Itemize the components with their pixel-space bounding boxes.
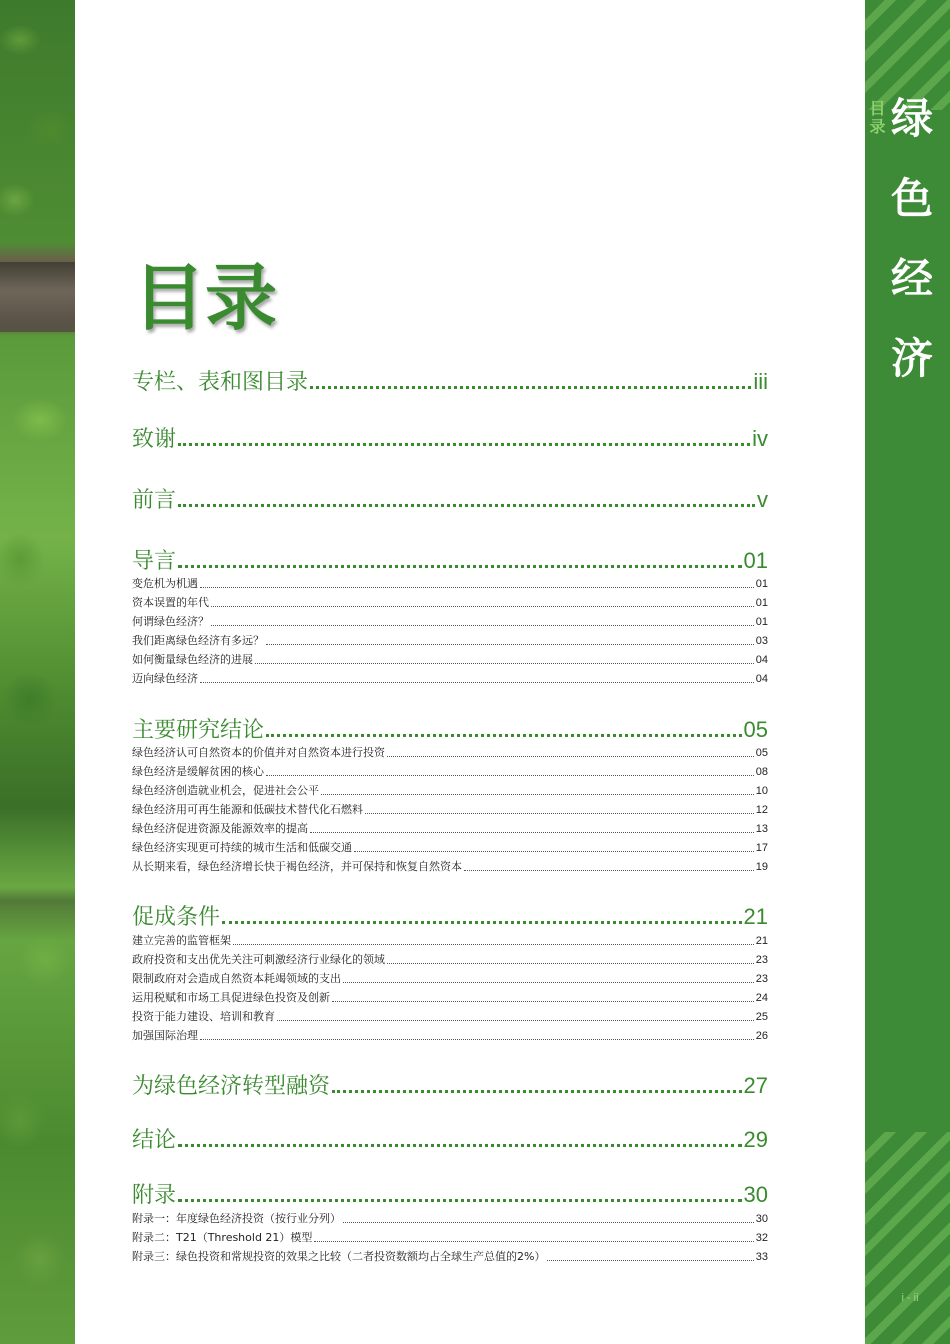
toc-label: 专栏、表和图目录	[132, 370, 309, 395]
toc-label: 绿色经济创造就业机会，促进社会公平	[132, 784, 319, 797]
toc-label: 变危机为机遇	[132, 577, 198, 590]
toc-page: 04	[755, 654, 768, 666]
toc-page: 13	[755, 823, 768, 835]
toc-page: 21	[755, 935, 768, 947]
toc-page: v	[757, 487, 768, 512]
toc-label: 主要研究结论	[132, 718, 265, 743]
toc-leader	[321, 792, 754, 795]
sidebar-stripes-top	[865, 0, 950, 110]
toc-leader	[266, 642, 754, 645]
toc-leader	[178, 439, 750, 446]
toc-label: 导言	[132, 549, 177, 574]
toc-subentry[interactable]	[132, 764, 768, 780]
toc-page: 19	[755, 861, 768, 873]
toc-label: 投资于能力建设、培训和教育	[132, 1010, 275, 1023]
toc-label: 附录一：年度绿色经济投资（按行业分列）	[132, 1212, 341, 1225]
toc-subentry[interactable]	[132, 1009, 768, 1025]
toc-entry-findings[interactable]	[132, 715, 768, 745]
toc-subentry[interactable]	[132, 952, 768, 968]
toc-page: 08	[755, 766, 768, 778]
toc-page: 21	[743, 904, 768, 929]
toc-label: 如何衡量绿色经济的进展	[132, 653, 253, 666]
toc-subentry[interactable]	[132, 633, 768, 649]
toc-label: 绿色经济实现更可持续的城市生活和低碳交通	[132, 841, 352, 854]
toc-label: 限制政府对会造成自然资本耗竭领域的支出	[132, 972, 341, 985]
toc-page: 01	[755, 616, 768, 628]
toc-page: 24	[755, 992, 768, 1004]
cover-photo-strip	[0, 0, 75, 1344]
toc-page: iv	[752, 426, 768, 451]
toc-label: 我们距离绿色经济有多远？	[132, 634, 264, 647]
toc-page: 26	[755, 1030, 768, 1042]
toc-leader	[200, 585, 754, 588]
toc-page: 29	[743, 1127, 768, 1152]
toc-label: 何谓绿色经济？	[132, 615, 209, 628]
toc-leader	[314, 1239, 753, 1242]
toc-leader	[365, 811, 754, 814]
toc-leader	[255, 661, 754, 664]
toc-subentry[interactable]	[132, 614, 768, 630]
toc-leader	[266, 773, 754, 776]
toc-page: 05	[743, 717, 768, 742]
toc-page: 23	[755, 973, 768, 985]
toc-leader	[178, 500, 755, 507]
toc-leader	[266, 730, 742, 737]
toc-page: 27	[743, 1073, 768, 1098]
toc-page: 32	[755, 1232, 768, 1244]
river-photo-detail	[0, 262, 75, 332]
toc-subentry[interactable]	[132, 652, 768, 668]
toc-leader	[332, 1086, 742, 1093]
sidebar-title: 绿色经济	[885, 96, 934, 416]
toc-label: 附录	[132, 1183, 177, 1208]
toc-label: 资本误置的年代	[132, 596, 209, 609]
toc-leader	[200, 680, 754, 683]
toc-leader	[200, 1037, 754, 1040]
toc-subentry[interactable]	[132, 1028, 768, 1044]
toc-page: 01	[755, 578, 768, 590]
toc-leader	[178, 1140, 742, 1147]
toc-page: 03	[755, 635, 768, 647]
toc-label: 从长期来看，绿色经济增长快于褐色经济，并可保持和恢复自然资本	[132, 860, 462, 873]
sidebar-subtitle: 目录	[867, 100, 886, 136]
toc-subentry[interactable]	[132, 933, 768, 949]
toc-leader	[343, 980, 754, 983]
toc-label: 加强国际治理	[132, 1029, 198, 1042]
toc-page: 12	[755, 804, 768, 816]
toc-subentry[interactable]	[132, 990, 768, 1006]
toc-label: 促成条件	[132, 905, 221, 930]
toc-leader	[178, 1195, 742, 1202]
toc-entry-intro[interactable]	[132, 546, 768, 576]
toc-subentry[interactable]	[132, 859, 768, 875]
toc-subentry[interactable]	[132, 783, 768, 799]
sidebar-stripes-bottom	[865, 1132, 950, 1344]
toc-leader	[310, 382, 751, 389]
toc-subentry[interactable]	[132, 971, 768, 987]
page-number: i - ii	[901, 1292, 919, 1304]
toc-leader	[211, 623, 754, 626]
toc-label: 附录三：绿色投资和常规投资的效果之比较（二者投资数额均占全球生产总值的2%）	[132, 1250, 546, 1263]
toc-page: 10	[755, 785, 768, 797]
page-title: 目录	[133, 256, 278, 340]
toc-label: 绿色经济促进资源及能源效率的提高	[132, 822, 308, 835]
toc-page: 30	[743, 1182, 768, 1207]
toc-subentry[interactable]	[132, 745, 768, 761]
toc-leader	[547, 1258, 753, 1261]
toc-subentry[interactable]	[132, 1249, 768, 1265]
toc-page: 17	[755, 842, 768, 854]
toc-entry-financing[interactable]	[132, 1071, 768, 1101]
toc-label: 绿色经济是缓解贫困的核心	[132, 765, 264, 778]
toc-subentry[interactable]	[132, 840, 768, 856]
toc-label: 迈向绿色经济	[132, 672, 198, 685]
toc-subentry[interactable]	[132, 821, 768, 837]
toc-leader	[387, 754, 754, 757]
toc-leader	[310, 830, 754, 833]
toc-label: 绿色经济认可自然资本的价值并对自然资本进行投资	[132, 746, 385, 759]
toc-page: 33	[755, 1251, 768, 1263]
toc-entry-conditions[interactable]	[132, 902, 768, 932]
toc-label: 绿色经济用可再生能源和低碳技术替代化石燃料	[132, 803, 363, 816]
toc-label: 建立完善的监管框架	[132, 934, 231, 947]
toc-subentry[interactable]	[132, 1230, 768, 1246]
toc-label: 政府投资和支出优先关注可刺激经济行业绿化的领域	[132, 953, 385, 966]
toc-subentry[interactable]	[132, 671, 768, 687]
toc-entry-conclusion[interactable]	[132, 1125, 768, 1155]
toc-page: 05	[755, 747, 768, 759]
toc-page: 01	[743, 548, 768, 573]
toc-label: 结论	[132, 1128, 177, 1153]
toc-page: 30	[755, 1213, 768, 1225]
toc-leader	[464, 868, 754, 871]
toc-leader	[387, 961, 754, 964]
toc-subentry[interactable]	[132, 802, 768, 818]
toc-leader	[178, 561, 742, 568]
toc-entry-foreword[interactable]	[132, 485, 768, 515]
toc-page: 23	[755, 954, 768, 966]
toc-page: 04	[755, 673, 768, 685]
toc-label: 运用税赋和市场工具促进绿色投资及创新	[132, 991, 330, 1004]
toc-leader	[354, 849, 754, 852]
toc-leader	[332, 999, 754, 1002]
toc-subentry[interactable]	[132, 595, 768, 611]
toc-entry-figures[interactable]	[132, 367, 768, 397]
toc-subentry[interactable]	[132, 576, 768, 592]
toc-label: 附录二：T21（Threshold 21）模型	[132, 1231, 313, 1244]
toc-leader	[277, 1018, 754, 1021]
toc-leader	[233, 942, 754, 945]
sidebar	[865, 0, 950, 1344]
toc-page: iii	[753, 369, 768, 394]
toc-entry-acknowledgements[interactable]	[132, 424, 768, 454]
toc-label: 前言	[132, 488, 177, 513]
toc-leader	[343, 1220, 754, 1223]
toc-page: 25	[755, 1011, 768, 1023]
toc-leader	[222, 917, 742, 924]
toc-label: 致谢	[132, 427, 177, 452]
toc-entry-appendix[interactable]	[132, 1180, 768, 1210]
toc-page: 01	[755, 597, 768, 609]
toc-label: 为绿色经济转型融资	[132, 1074, 331, 1099]
toc-subentry[interactable]	[132, 1211, 768, 1227]
toc-leader	[211, 604, 754, 607]
